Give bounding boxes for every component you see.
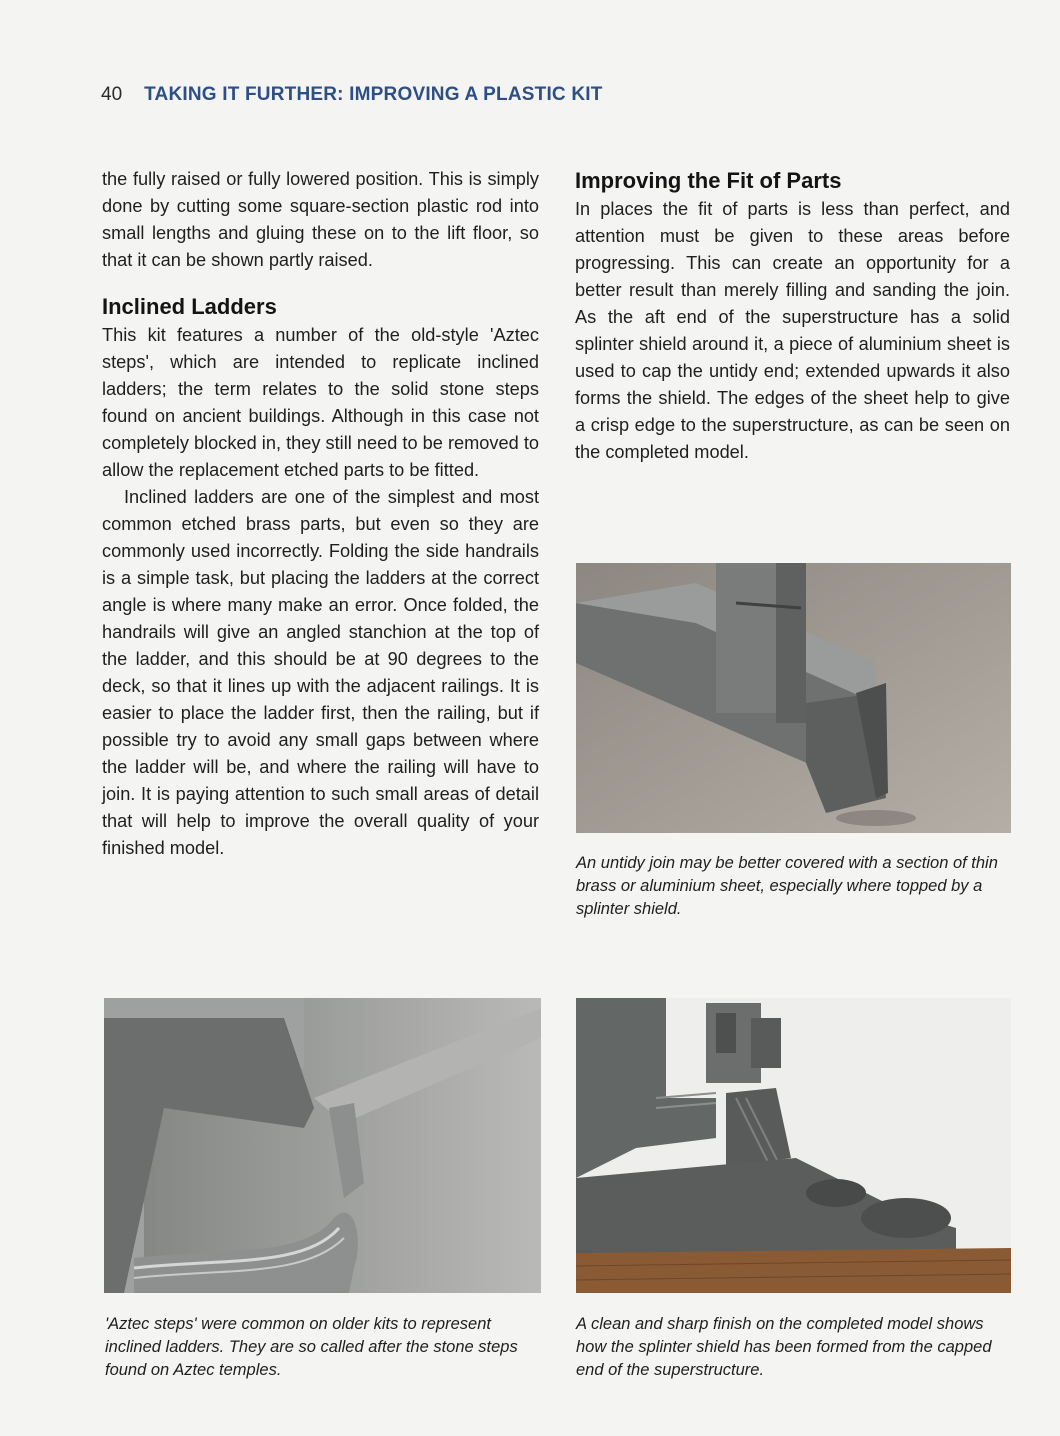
photo-aztec-steps <box>104 998 541 1293</box>
body-paragraph: This kit features a number of the old-style 'Aztec steps', which are intended to replicate inclined ladders; the term relates to the solid stone steps found on ancient buildings. Although in this case not completely blocked in, they still need to be removed to allow the replacement etched parts to be fitted. <box>102 325 539 480</box>
left-column <box>102 166 539 862</box>
body-paragraph: In places the fit of parts is less than perfect, and attention must be given to these areas before progressing. This can create an opportunity for a better result than merely filling and sanding the join. As the aft end of the superstructure has a solid splinter shield around it, a piece of aluminium sheet is used to cap the untidy end; extended upwards it also forms the shield. The edges of the sheet help to give a crisp edge to the superstructure, as can be seen on the completed model. <box>575 199 1010 462</box>
running-title: TAKING IT FURTHER: IMPROVING A PLASTIC KIT <box>144 84 603 105</box>
intro-paragraph: the fully raised or fully lowered position. This is simply done by cutting some square-section plastic rod into small lengths and gluing these on to the lift floor, so that it can be shown partly raised. <box>102 169 539 270</box>
page-header <box>101 84 603 110</box>
page-number: 40 <box>101 84 123 105</box>
photo-caption: A clean and sharp finish on the completed model shows how the splinter shield has been formed from the capped end of the superstructure. <box>576 1315 992 1379</box>
right-column <box>575 166 1010 466</box>
photo-superstructure-join <box>576 563 1011 833</box>
body-paragraph: Inclined ladders are one of the simplest and most common etched brass parts, but even so they are commonly used incorrectly. Folding the side handrails is a simple task, but placing the ladders at the correct angle is where many make an error. Once folded, the handrails will give an angled stanchion at the top of the ladder, and this should be at 90 degrees to the deck, so that it lines up with the adjacent railings. It is easier to place the ladder first, then the railing, but if possible try to avoid any small gaps between where the ladder will be, and where the railing will have to join. It is paying attention to such small areas of detail that will help to improve the overall quality of your finished model. <box>102 487 539 858</box>
photo-completed-model <box>576 998 1011 1293</box>
photo-caption: 'Aztec steps' were common on older kits to represent inclined ladders. They are so called after the stone steps found on Aztec temples. <box>105 1315 518 1379</box>
photo-caption: An untidy join may be better covered with a section of thin brass or aluminium sheet, especially where topped by a splinter shield. <box>576 854 998 918</box>
section-heading-fit-of-parts: Improving the Fit of Parts <box>575 168 842 193</box>
section-heading-inclined-ladders: Inclined Ladders <box>102 294 277 319</box>
